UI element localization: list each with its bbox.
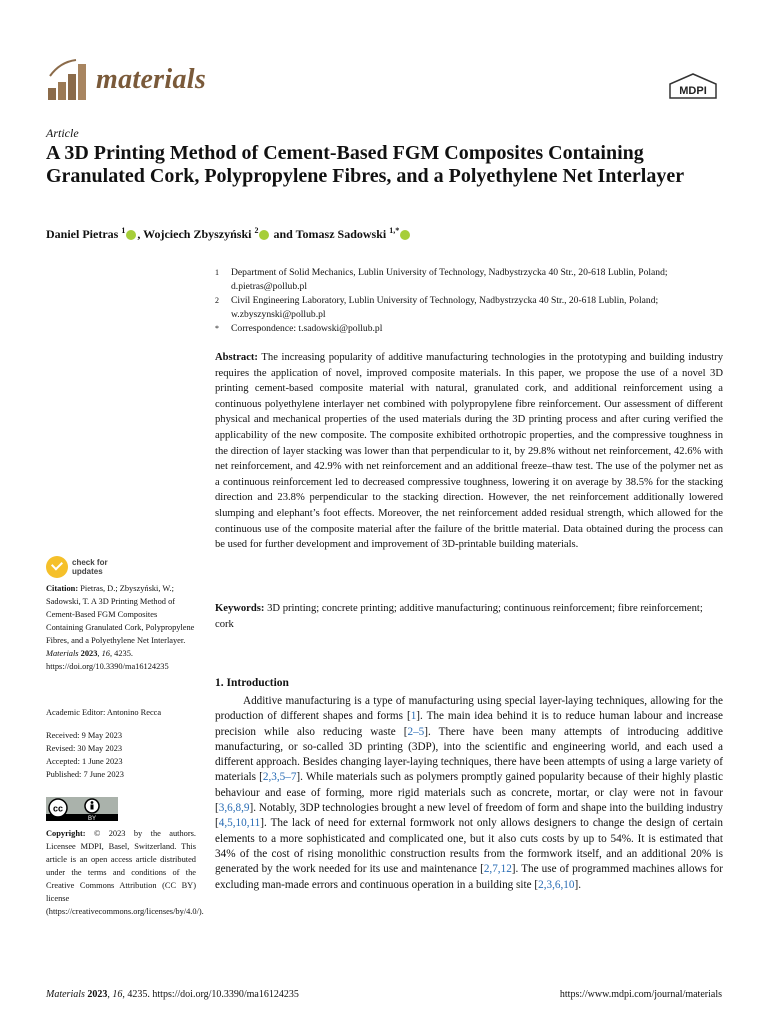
citation-journal: Materials xyxy=(46,649,79,658)
cc-text: cc xyxy=(52,803,64,814)
keywords xyxy=(215,601,723,632)
materials-logo-icon xyxy=(46,58,88,102)
affiliation-text: Civil Engineering Laboratory, Lublin University of Technology, Nadbystrzycka 40 Str., 20-618 Lublin, Poland; w.zbyszynski@pollub.pl xyxy=(231,295,659,320)
citation-block: Citation: Pietras, D.; Zbyszyński, W.; Sadowski, T. A 3D Printing Method of Cement-Based FGM Composites Containing Granulated Cork, Polypropylene Fibres, and a Polyethylene Net Interlayer. Materials 2023, 16, 4235. https://doi.org/10.3390/ma16124235 xyxy=(46,584,195,671)
orcid-icon[interactable] xyxy=(126,230,136,240)
intro-text: ]. The use of programmed machines allows for excluding man-made errors and continuous operation in a building site [ xyxy=(215,863,724,891)
copyright-text: © 2023 by the authors. Licensee MDPI, Basel, Switzerland. This article is an open access article distributed under the terms and conditions of the Creative Commons Attribution (CC BY) license (https://creativecommons.org/licenses/by/4.0/). xyxy=(46,829,204,916)
author-list xyxy=(46,226,411,242)
article-type: Article xyxy=(46,126,79,140)
abstract-text: The increasing popularity of additive manufacturing technologies in the prototyping and building industry requires the application of novel, improved composite materials. In this paper, we propose the use of a novel 3D printing cement-based composite material with natural, granulated cork, and additional reinforcement using a continuous polyethylene interlayer net combined with polypropylene fibre reinforcement. Our assessment of different physical and mechanical properties of the used materials during the 3D printing process and after curing verified the applicability of the new composite. The composite exhibited orthotropic properties, and the compressive toughness in the direction of layer stacking was lower than that perpendicular to it, by 29.8% without net reinforcement, 42.6% with net reinforcement, and 42.9% with net reinforcement and an additional freeze–thaw test. The use of the polymer net as a continuous reinforcement led to decreased compressive toughness, lowering it on average by 38.5% for the stacking direction and 23.8% perpendicular to the stacking direction. However, the net reinforcement additionally lowered slumping and elephant’s foot effects. Moreover, the net reinforcement added residual strength, which allowed for the continuous use of the composite material after the failure of the brittle material. Data obtained during the process can be used for further development and improvement of 3D-printable building materials. xyxy=(215,352,723,551)
citation-link[interactable]: 2–5 xyxy=(407,725,425,738)
date-received: Received: 9 May 2023 xyxy=(46,731,123,740)
citation-label: Citation: xyxy=(46,584,79,593)
affiliation-item xyxy=(215,266,725,294)
affiliation-mark: 1 xyxy=(215,268,219,277)
by-text: BY xyxy=(87,816,97,821)
affiliations xyxy=(215,266,725,336)
affiliation-mark: 2 xyxy=(215,296,219,305)
keywords-label: Keywords: xyxy=(215,603,265,614)
author-affiliation-mark: 1 xyxy=(121,226,126,235)
keywords-text: 3D printing; concrete printing; additive manufacturing; continuous reinforcement; fibre reinforcement; cork xyxy=(215,603,703,630)
intro-text: ]. There have been many attempts of introducing additive manufacturing, or so-called 3D printing (3DP), into the scientific and engineering world, and each used a different approach. Besides changing layer-laying techniques, there have been attempts of using a large variety of materials [ xyxy=(215,725,723,784)
citation-link[interactable]: 3,6,8,9 xyxy=(218,802,250,815)
mdpi-text: MDPI xyxy=(679,85,707,97)
citation-link[interactable]: 1 xyxy=(410,710,417,723)
footer-citation: Materials 2023, 16, 4235. https://doi.org/10.3390/ma16124235 xyxy=(46,989,299,1000)
citation-pages: , 4235. https://doi.org/10.3390/ma16124235 xyxy=(46,649,169,671)
footer-journal-url[interactable]: https://www.mdpi.com/journal/materials xyxy=(559,989,722,1000)
citation-volume: 16 xyxy=(101,649,110,658)
journal-name: materials xyxy=(96,64,207,95)
footer-doi[interactable]: , 4235. https://doi.org/10.3390/ma16124235 xyxy=(122,989,299,1000)
citation-link[interactable]: 2,7,12 xyxy=(483,863,512,876)
article-title: A 3D Printing Method of Cement-Based FGM Composites Containing Granulated Cork, Polypropylene Fibres, and a Polyethylene Net Interlayer xyxy=(46,142,685,187)
check-for-updates-label xyxy=(72,558,108,576)
author-separator: and xyxy=(270,227,296,241)
intro-text: ]. The lack of need for external formwork not only allows designers to change the design of certain elements to a more sophisticated and complicated one, but it also cuts costs by up to 54%. It is estimated that 34% of the cost of rising monolithic construction results from the formwork itself, and an additional 20% is generated by the work needed for its use and maintenance [ xyxy=(215,817,723,876)
publication-dates xyxy=(46,729,196,781)
citation-link[interactable]: 4,5,10,11 xyxy=(218,817,261,830)
intro-text: ]. The main idea behind it is to reduce human labour and increase precision while also reducing waste [ xyxy=(215,710,724,738)
citation-text: Pietras, D.; Zbyszyński, W.; Sadowski, T. A 3D Printing Method of Cement-Based FGM Composites Containing Granulated Cork, Polypropylene Fibres, and a Polyethylene Net Interlayer. xyxy=(46,584,195,645)
affiliation-item xyxy=(215,294,725,322)
author-separator: , xyxy=(137,227,144,241)
author-name: Wojciech Zbyszyński xyxy=(143,227,252,241)
abstract xyxy=(215,350,723,553)
affiliation-text: Correspondence: t.sadowski@pollub.pl xyxy=(231,323,383,334)
check-for-updates-button[interactable] xyxy=(46,555,126,579)
author-name: Daniel Pietras xyxy=(46,227,119,241)
footer-volume: 16 xyxy=(112,989,123,1000)
author-affiliation-mark: 1,* xyxy=(389,226,400,235)
academic-editor: Academic Editor: Antonino Recca xyxy=(46,708,162,717)
author-affiliation-mark: 2 xyxy=(254,226,259,235)
date-published: Published: 7 June 2023 xyxy=(46,770,124,779)
citation-year: 2023 xyxy=(80,649,98,658)
affiliation-text: Department of Solid Mechanics, Lublin University of Technology, Nadbystrzycka 40 Str., 20-618 Lublin, Poland; d.pietras@pollub.pl xyxy=(231,267,668,292)
check-line: check for xyxy=(72,558,108,567)
orcid-icon[interactable] xyxy=(400,230,410,240)
check-line: updates xyxy=(72,567,103,576)
introduction-paragraph xyxy=(215,694,723,893)
author-name: Tomasz Sadowski xyxy=(295,227,387,241)
footer-year: 2023 xyxy=(87,989,108,1000)
intro-text: ]. Notably, 3DP technologies brought a new level of freedom of form and shape into the building industry [ xyxy=(215,802,723,830)
mdpi-logo-icon xyxy=(666,72,720,102)
affiliation-item xyxy=(215,322,725,336)
section-heading: 1. Introduction xyxy=(215,677,289,689)
cc-by-license-icon[interactable] xyxy=(46,797,118,821)
intro-text: ]. While materials such as polymers promptly gained popularity because of their highly plastic behaviour and ease of forming, more rigid materials such as concrete, mortar, or clay were not in favour [ xyxy=(215,771,723,815)
citation-link[interactable]: 2,3,6,10 xyxy=(538,878,575,891)
date-accepted: Accepted: 1 June 2023 xyxy=(46,757,123,766)
intro-text: Additive manufacturing is a type of manufacturing using special layer-laying techniques, allowing for the production of different shapes and forms [ xyxy=(215,695,723,723)
copyright-notice xyxy=(46,827,204,918)
abstract-label: Abstract: xyxy=(215,352,258,363)
date-revised: Revised: 30 May 2023 xyxy=(46,744,123,753)
citation-link[interactable]: 2,3,5–7 xyxy=(262,771,297,784)
affiliation-mark: * xyxy=(215,324,219,333)
orcid-icon[interactable] xyxy=(259,230,269,240)
intro-text: ]. xyxy=(574,878,582,891)
footer-journal: Materials xyxy=(46,989,85,1000)
check-icon xyxy=(46,556,68,578)
copyright-label: Copyright: xyxy=(46,829,86,838)
